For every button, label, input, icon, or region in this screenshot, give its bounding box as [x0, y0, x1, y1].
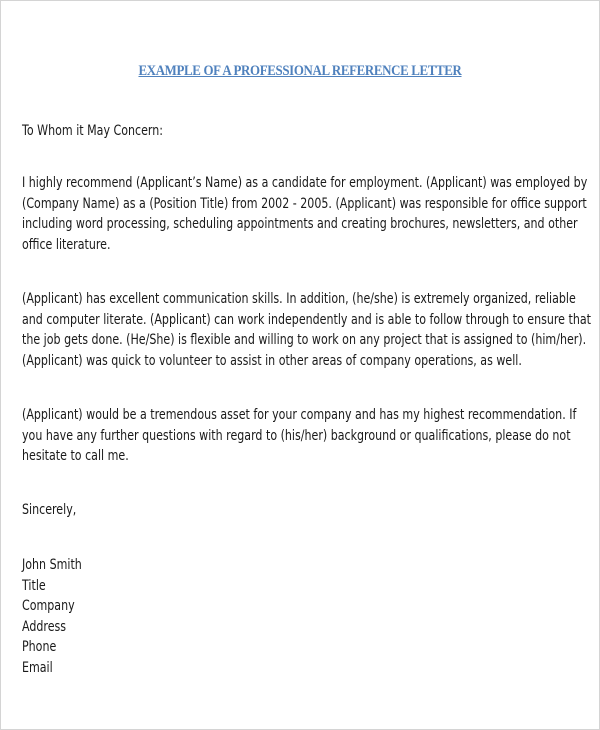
paragraph-line: and computer literate. (Applicant) can work independently and is able to follow through to ensure that — [22, 311, 591, 328]
paragraph-line: office literature. — [22, 236, 111, 253]
salutation: To Whom it May Concern: — [22, 123, 164, 139]
paragraph-line: (Company Name) as a (Position Title) from 2002 - 2005. (Applicant) was responsible for office support — [22, 195, 587, 212]
signature-phone: Phone — [22, 639, 57, 656]
document-title: EXAMPLE OF A PROFESSIONAL REFERENCE LETTER — [138, 63, 462, 79]
paragraph-3 — [22, 405, 577, 467]
paragraph-line: including word processing, scheduling appointments and creating brochures, newsletters, and other — [22, 216, 578, 233]
signature-address: Address — [22, 618, 67, 635]
paragraph-line: I highly recommend (Applicant’s Name) as a candidate for employment. (Applicant) was employed by — [22, 175, 588, 191]
paragraph-line: (Applicant) was quick to volunteer to assist in other areas of company operations, as well. — [22, 352, 522, 369]
paragraph-line: hesitate to call me. — [22, 448, 129, 465]
paragraph-line: (Applicant) would be a tremendous asset for your company and has my highest recommendation. If — [22, 407, 577, 423]
signature-name: John Smith — [22, 557, 82, 573]
paragraph-line: you have any further questions with regard to (his/her) background or qualifications, please do not — [22, 427, 571, 444]
signature-company: Company — [22, 598, 75, 615]
paragraph-line: (Applicant) has excellent communication skills. In addition, (he/she) is extremely organized, reliable — [22, 291, 576, 307]
signature-email: Email — [22, 659, 53, 676]
paragraph-2 — [22, 289, 591, 371]
paragraph-1 — [22, 173, 588, 255]
paragraph-line: the job gets done. (He/She) is flexible and willing to work on any project that is assigned to (him/her). — [22, 332, 587, 349]
closing: Sincerely, — [22, 502, 77, 518]
signature-block — [22, 555, 467, 679]
signature-title: Title — [22, 577, 46, 594]
